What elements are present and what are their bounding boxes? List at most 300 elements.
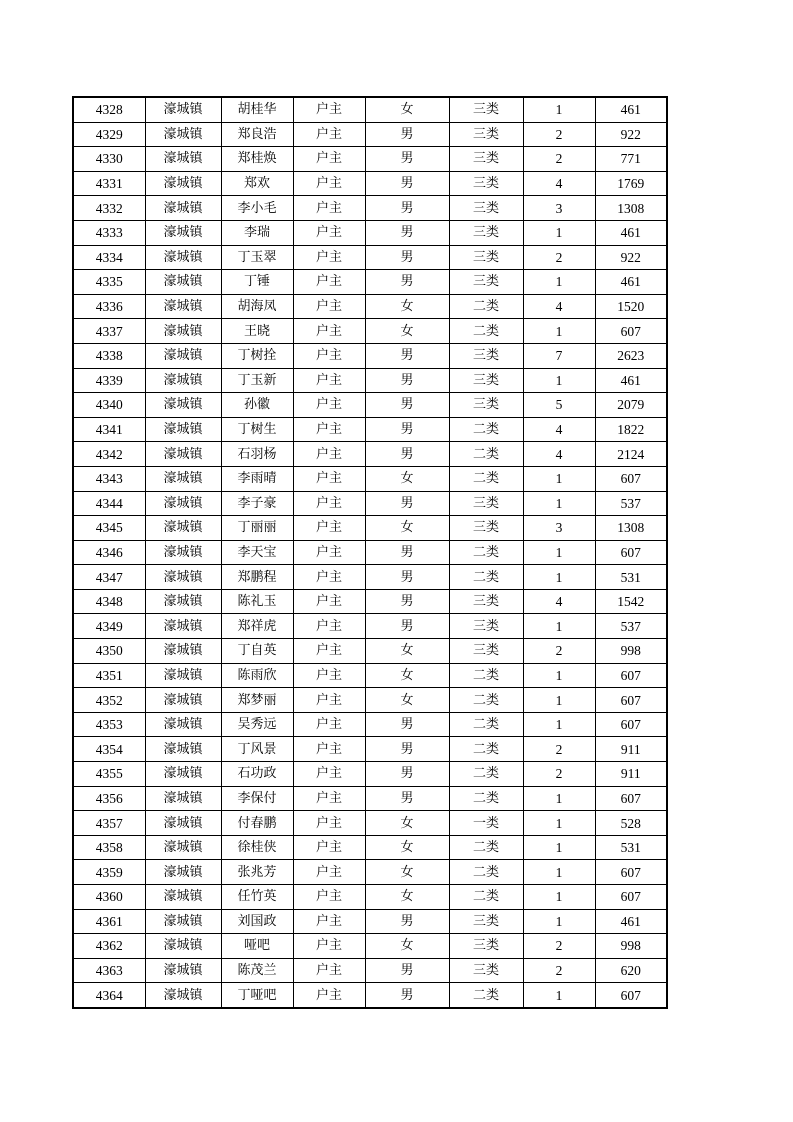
gender-cell: 女 [365, 319, 449, 344]
relation-cell: 户主 [293, 147, 365, 172]
record-number-cell: 4356 [73, 786, 145, 811]
relation-cell: 户主 [293, 220, 365, 245]
town-cell: 濠城镇 [145, 516, 221, 541]
category-cell: 二类 [449, 835, 523, 860]
record-number-cell: 4358 [73, 835, 145, 860]
name-cell: 郑欢 [221, 171, 293, 196]
category-cell: 三类 [449, 245, 523, 270]
record-number-cell: 4352 [73, 688, 145, 713]
record-number-cell: 4357 [73, 811, 145, 836]
amount-cell: 607 [595, 540, 667, 565]
table-body [73, 97, 667, 1008]
record-number-cell: 4337 [73, 319, 145, 344]
name-cell: 丁树生 [221, 417, 293, 442]
record-number-cell: 4329 [73, 122, 145, 147]
amount-cell: 461 [595, 270, 667, 295]
relation-cell: 户主 [293, 196, 365, 221]
category-cell: 三类 [449, 97, 523, 122]
name-cell: 陈茂兰 [221, 958, 293, 983]
table-row [73, 270, 667, 295]
count-cell: 1 [523, 319, 595, 344]
relation-cell: 户主 [293, 270, 365, 295]
town-cell: 濠城镇 [145, 958, 221, 983]
table-row [73, 122, 667, 147]
gender-cell: 女 [365, 516, 449, 541]
table-row [73, 983, 667, 1008]
record-number-cell: 4342 [73, 442, 145, 467]
record-number-cell: 4354 [73, 737, 145, 762]
amount-cell: 922 [595, 245, 667, 270]
table-row [73, 762, 667, 787]
count-cell: 1 [523, 466, 595, 491]
category-cell: 二类 [449, 417, 523, 442]
relation-cell: 户主 [293, 737, 365, 762]
count-cell: 4 [523, 442, 595, 467]
record-number-cell: 4363 [73, 958, 145, 983]
relation-cell: 户主 [293, 97, 365, 122]
gender-cell: 男 [365, 737, 449, 762]
count-cell: 1 [523, 368, 595, 393]
town-cell: 濠城镇 [145, 688, 221, 713]
gender-cell: 男 [365, 540, 449, 565]
town-cell: 濠城镇 [145, 983, 221, 1008]
table-row [73, 934, 667, 959]
amount-cell: 461 [595, 368, 667, 393]
category-cell: 二类 [449, 442, 523, 467]
name-cell: 郑桂焕 [221, 147, 293, 172]
town-cell: 濠城镇 [145, 589, 221, 614]
town-cell: 濠城镇 [145, 122, 221, 147]
name-cell: 徐桂侠 [221, 835, 293, 860]
table-row [73, 860, 667, 885]
gender-cell: 男 [365, 147, 449, 172]
amount-cell: 607 [595, 712, 667, 737]
record-number-cell: 4359 [73, 860, 145, 885]
gender-cell: 女 [365, 663, 449, 688]
record-number-cell: 4339 [73, 368, 145, 393]
table-row [73, 294, 667, 319]
name-cell: 刘国政 [221, 909, 293, 934]
amount-cell: 461 [595, 909, 667, 934]
count-cell: 1 [523, 491, 595, 516]
table-row [73, 958, 667, 983]
category-cell: 三类 [449, 614, 523, 639]
table-row [73, 786, 667, 811]
amount-cell: 620 [595, 958, 667, 983]
amount-cell: 1308 [595, 196, 667, 221]
category-cell: 三类 [449, 270, 523, 295]
table-row [73, 688, 667, 713]
record-number-cell: 4349 [73, 614, 145, 639]
category-cell: 三类 [449, 639, 523, 664]
town-cell: 濠城镇 [145, 762, 221, 787]
gender-cell: 男 [365, 909, 449, 934]
name-cell: 胡海凤 [221, 294, 293, 319]
name-cell: 石羽杨 [221, 442, 293, 467]
gender-cell: 男 [365, 393, 449, 418]
gender-cell: 女 [365, 97, 449, 122]
town-cell: 濠城镇 [145, 417, 221, 442]
category-cell: 三类 [449, 343, 523, 368]
gender-cell: 男 [365, 442, 449, 467]
town-cell: 濠城镇 [145, 270, 221, 295]
count-cell: 1 [523, 688, 595, 713]
table-row [73, 712, 667, 737]
relation-cell: 户主 [293, 909, 365, 934]
table-row [73, 909, 667, 934]
relation-cell: 户主 [293, 442, 365, 467]
relation-cell: 户主 [293, 589, 365, 614]
category-cell: 一类 [449, 811, 523, 836]
count-cell: 3 [523, 196, 595, 221]
table-row [73, 589, 667, 614]
gender-cell: 男 [365, 171, 449, 196]
category-cell: 三类 [449, 220, 523, 245]
amount-cell: 607 [595, 663, 667, 688]
town-cell: 濠城镇 [145, 712, 221, 737]
amount-cell: 1308 [595, 516, 667, 541]
relation-cell: 户主 [293, 319, 365, 344]
count-cell: 1 [523, 270, 595, 295]
count-cell: 2 [523, 934, 595, 959]
name-cell: 孙徽 [221, 393, 293, 418]
count-cell: 3 [523, 516, 595, 541]
gender-cell: 男 [365, 343, 449, 368]
category-cell: 三类 [449, 516, 523, 541]
count-cell: 1 [523, 885, 595, 910]
category-cell: 二类 [449, 983, 523, 1008]
name-cell: 石功政 [221, 762, 293, 787]
record-number-cell: 4341 [73, 417, 145, 442]
count-cell: 1 [523, 786, 595, 811]
count-cell: 4 [523, 589, 595, 614]
category-cell: 三类 [449, 393, 523, 418]
town-cell: 濠城镇 [145, 909, 221, 934]
count-cell: 2 [523, 958, 595, 983]
count-cell: 2 [523, 245, 595, 270]
name-cell: 丁自英 [221, 639, 293, 664]
amount-cell: 1769 [595, 171, 667, 196]
gender-cell: 男 [365, 368, 449, 393]
amount-cell: 1822 [595, 417, 667, 442]
name-cell: 张兆芳 [221, 860, 293, 885]
town-cell: 濠城镇 [145, 614, 221, 639]
table-row [73, 466, 667, 491]
name-cell: 丁树拴 [221, 343, 293, 368]
amount-cell: 911 [595, 737, 667, 762]
table-row [73, 565, 667, 590]
relation-cell: 户主 [293, 885, 365, 910]
relation-cell: 户主 [293, 294, 365, 319]
relation-cell: 户主 [293, 958, 365, 983]
name-cell: 郑梦丽 [221, 688, 293, 713]
town-cell: 濠城镇 [145, 97, 221, 122]
record-number-cell: 4347 [73, 565, 145, 590]
count-cell: 1 [523, 540, 595, 565]
gender-cell: 女 [365, 294, 449, 319]
name-cell: 丁玉新 [221, 368, 293, 393]
count-cell: 4 [523, 417, 595, 442]
name-cell: 郑祥虎 [221, 614, 293, 639]
count-cell: 7 [523, 343, 595, 368]
town-cell: 濠城镇 [145, 393, 221, 418]
table-row [73, 885, 667, 910]
gender-cell: 女 [365, 885, 449, 910]
name-cell: 丁哑吧 [221, 983, 293, 1008]
town-cell: 濠城镇 [145, 491, 221, 516]
record-number-cell: 4343 [73, 466, 145, 491]
count-cell: 1 [523, 712, 595, 737]
town-cell: 濠城镇 [145, 565, 221, 590]
name-cell: 李天宝 [221, 540, 293, 565]
name-cell: 丁风景 [221, 737, 293, 762]
town-cell: 濠城镇 [145, 368, 221, 393]
record-number-cell: 4350 [73, 639, 145, 664]
amount-cell: 537 [595, 491, 667, 516]
relation-cell: 户主 [293, 343, 365, 368]
gender-cell: 男 [365, 958, 449, 983]
category-cell: 三类 [449, 491, 523, 516]
count-cell: 1 [523, 909, 595, 934]
gender-cell: 男 [365, 983, 449, 1008]
record-number-cell: 4332 [73, 196, 145, 221]
record-number-cell: 4351 [73, 663, 145, 688]
name-cell: 任竹英 [221, 885, 293, 910]
amount-cell: 998 [595, 639, 667, 664]
count-cell: 2 [523, 639, 595, 664]
relation-cell: 户主 [293, 122, 365, 147]
gender-cell: 男 [365, 491, 449, 516]
name-cell: 丁锤 [221, 270, 293, 295]
record-number-cell: 4353 [73, 712, 145, 737]
town-cell: 濠城镇 [145, 786, 221, 811]
relation-cell: 户主 [293, 835, 365, 860]
record-number-cell: 4362 [73, 934, 145, 959]
gender-cell: 女 [365, 860, 449, 885]
table-row [73, 491, 667, 516]
table-row [73, 368, 667, 393]
amount-cell: 531 [595, 565, 667, 590]
category-cell: 二类 [449, 737, 523, 762]
household-table [72, 96, 668, 1009]
table-row [73, 811, 667, 836]
gender-cell: 男 [365, 122, 449, 147]
count-cell: 1 [523, 97, 595, 122]
amount-cell: 607 [595, 466, 667, 491]
category-cell: 二类 [449, 688, 523, 713]
table-row [73, 393, 667, 418]
name-cell: 王晓 [221, 319, 293, 344]
name-cell: 丁玉翠 [221, 245, 293, 270]
gender-cell: 男 [365, 786, 449, 811]
town-cell: 濠城镇 [145, 466, 221, 491]
table-row [73, 663, 667, 688]
relation-cell: 户主 [293, 983, 365, 1008]
count-cell: 1 [523, 835, 595, 860]
relation-cell: 户主 [293, 368, 365, 393]
name-cell: 陈雨欣 [221, 663, 293, 688]
table-row [73, 343, 667, 368]
relation-cell: 户主 [293, 516, 365, 541]
town-cell: 濠城镇 [145, 835, 221, 860]
amount-cell: 1542 [595, 589, 667, 614]
gender-cell: 男 [365, 196, 449, 221]
amount-cell: 1520 [595, 294, 667, 319]
count-cell: 1 [523, 663, 595, 688]
name-cell: 吴秀远 [221, 712, 293, 737]
gender-cell: 女 [365, 466, 449, 491]
relation-cell: 户主 [293, 712, 365, 737]
table-row [73, 614, 667, 639]
category-cell: 二类 [449, 663, 523, 688]
table-row [73, 540, 667, 565]
category-cell: 三类 [449, 934, 523, 959]
record-number-cell: 4364 [73, 983, 145, 1008]
amount-cell: 537 [595, 614, 667, 639]
count-cell: 1 [523, 614, 595, 639]
record-number-cell: 4336 [73, 294, 145, 319]
gender-cell: 女 [365, 934, 449, 959]
category-cell: 三类 [449, 147, 523, 172]
count-cell: 2 [523, 122, 595, 147]
amount-cell: 607 [595, 319, 667, 344]
amount-cell: 461 [595, 97, 667, 122]
amount-cell: 771 [595, 147, 667, 172]
category-cell: 二类 [449, 540, 523, 565]
record-number-cell: 4360 [73, 885, 145, 910]
name-cell: 陈礼玉 [221, 589, 293, 614]
amount-cell: 607 [595, 786, 667, 811]
count-cell: 2 [523, 147, 595, 172]
name-cell: 胡桂华 [221, 97, 293, 122]
relation-cell: 户主 [293, 934, 365, 959]
gender-cell: 男 [365, 762, 449, 787]
name-cell: 丁丽丽 [221, 516, 293, 541]
category-cell: 二类 [449, 712, 523, 737]
town-cell: 濠城镇 [145, 934, 221, 959]
amount-cell: 607 [595, 983, 667, 1008]
category-cell: 二类 [449, 294, 523, 319]
table-row [73, 171, 667, 196]
category-cell: 二类 [449, 885, 523, 910]
amount-cell: 607 [595, 885, 667, 910]
relation-cell: 户主 [293, 639, 365, 664]
category-cell: 二类 [449, 319, 523, 344]
town-cell: 濠城镇 [145, 171, 221, 196]
category-cell: 三类 [449, 122, 523, 147]
count-cell: 2 [523, 762, 595, 787]
town-cell: 濠城镇 [145, 663, 221, 688]
category-cell: 三类 [449, 171, 523, 196]
record-number-cell: 4346 [73, 540, 145, 565]
relation-cell: 户主 [293, 466, 365, 491]
amount-cell: 998 [595, 934, 667, 959]
table-row [73, 220, 667, 245]
category-cell: 三类 [449, 909, 523, 934]
name-cell: 郑良浩 [221, 122, 293, 147]
relation-cell: 户主 [293, 786, 365, 811]
table-row [73, 835, 667, 860]
category-cell: 二类 [449, 762, 523, 787]
relation-cell: 户主 [293, 688, 365, 713]
category-cell: 二类 [449, 786, 523, 811]
town-cell: 濠城镇 [145, 885, 221, 910]
gender-cell: 男 [365, 417, 449, 442]
record-number-cell: 4335 [73, 270, 145, 295]
town-cell: 濠城镇 [145, 196, 221, 221]
record-number-cell: 4340 [73, 393, 145, 418]
relation-cell: 户主 [293, 663, 365, 688]
gender-cell: 女 [365, 639, 449, 664]
table-row [73, 639, 667, 664]
table-row [73, 737, 667, 762]
gender-cell: 男 [365, 245, 449, 270]
town-cell: 濠城镇 [145, 147, 221, 172]
relation-cell: 户主 [293, 393, 365, 418]
category-cell: 二类 [449, 860, 523, 885]
town-cell: 濠城镇 [145, 220, 221, 245]
data-sheet [72, 96, 668, 1009]
amount-cell: 2079 [595, 393, 667, 418]
amount-cell: 528 [595, 811, 667, 836]
count-cell: 5 [523, 393, 595, 418]
town-cell: 濠城镇 [145, 540, 221, 565]
name-cell: 李保付 [221, 786, 293, 811]
table-row [73, 516, 667, 541]
town-cell: 濠城镇 [145, 294, 221, 319]
town-cell: 濠城镇 [145, 245, 221, 270]
amount-cell: 2124 [595, 442, 667, 467]
record-number-cell: 4338 [73, 343, 145, 368]
relation-cell: 户主 [293, 171, 365, 196]
name-cell: 李子豪 [221, 491, 293, 516]
relation-cell: 户主 [293, 540, 365, 565]
town-cell: 濠城镇 [145, 442, 221, 467]
table-row [73, 196, 667, 221]
relation-cell: 户主 [293, 811, 365, 836]
table-row [73, 319, 667, 344]
amount-cell: 607 [595, 688, 667, 713]
amount-cell: 461 [595, 220, 667, 245]
record-number-cell: 4331 [73, 171, 145, 196]
gender-cell: 女 [365, 811, 449, 836]
count-cell: 1 [523, 811, 595, 836]
name-cell: 李瑞 [221, 220, 293, 245]
record-number-cell: 4361 [73, 909, 145, 934]
count-cell: 1 [523, 220, 595, 245]
table-row [73, 442, 667, 467]
count-cell: 1 [523, 983, 595, 1008]
record-number-cell: 4345 [73, 516, 145, 541]
town-cell: 濠城镇 [145, 737, 221, 762]
record-number-cell: 4344 [73, 491, 145, 516]
town-cell: 濠城镇 [145, 639, 221, 664]
name-cell: 李小毛 [221, 196, 293, 221]
count-cell: 1 [523, 565, 595, 590]
gender-cell: 男 [365, 270, 449, 295]
record-number-cell: 4348 [73, 589, 145, 614]
relation-cell: 户主 [293, 614, 365, 639]
amount-cell: 922 [595, 122, 667, 147]
gender-cell: 男 [365, 220, 449, 245]
count-cell: 2 [523, 737, 595, 762]
table-row [73, 245, 667, 270]
name-cell: 郑鹏程 [221, 565, 293, 590]
name-cell: 李雨晴 [221, 466, 293, 491]
category-cell: 三类 [449, 589, 523, 614]
amount-cell: 607 [595, 860, 667, 885]
record-number-cell: 4330 [73, 147, 145, 172]
